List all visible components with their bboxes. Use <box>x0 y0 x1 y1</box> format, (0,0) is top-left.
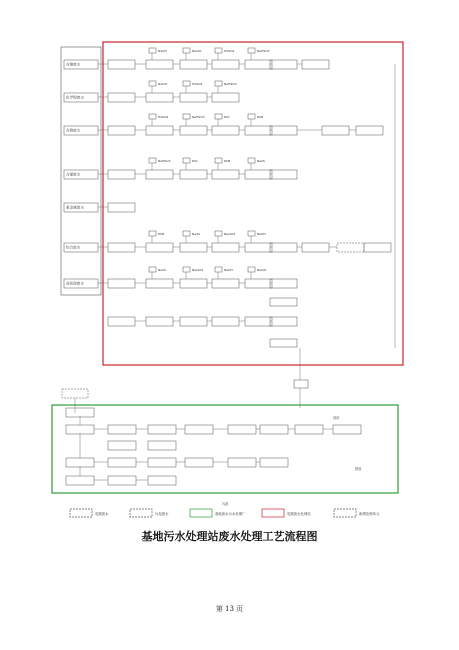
process-box <box>180 93 207 102</box>
process-box <box>66 476 94 485</box>
dosing-box <box>215 81 222 86</box>
dosing-box <box>149 231 156 236</box>
dosing-box <box>215 48 222 53</box>
dosing-box <box>248 231 255 236</box>
chem-label: NaOH <box>257 232 266 236</box>
process-box <box>108 203 135 212</box>
process-box <box>245 170 272 179</box>
misc-label: 污泥 <box>222 502 229 506</box>
process-box <box>245 126 272 135</box>
process-box <box>270 279 297 288</box>
legend-label: 基地废水污水处理厂 <box>215 512 246 516</box>
process-box <box>270 60 297 69</box>
process-box <box>337 243 364 252</box>
legend-label: 电镀废水处理站 <box>287 512 311 516</box>
process-box <box>356 126 383 135</box>
influent-column <box>61 47 101 295</box>
process-box <box>180 317 207 326</box>
process-box <box>148 476 176 485</box>
process-box <box>148 458 176 467</box>
process-box <box>212 317 239 326</box>
chem-label: H2SO4 <box>192 82 203 86</box>
process-box <box>295 425 323 434</box>
chem-label: PAC <box>192 159 198 163</box>
chem-label: PAM <box>158 232 165 236</box>
chem-label: H2SO4 <box>158 115 169 119</box>
chem-label: NaHSO3 <box>158 159 171 163</box>
dosing-box <box>183 81 190 86</box>
process-box <box>108 425 136 434</box>
legend-label: 电镀废水 <box>95 512 109 516</box>
process-box <box>228 425 256 434</box>
dosing-box <box>248 48 255 53</box>
process-box <box>212 279 239 288</box>
process-box <box>260 425 288 434</box>
chem-label: NaClO <box>158 82 168 86</box>
dosing-box <box>149 48 156 53</box>
process-box <box>180 279 207 288</box>
process-box <box>245 60 272 69</box>
process-box <box>146 279 173 288</box>
process-box <box>270 243 297 252</box>
page-number: 第 13 页 <box>215 605 244 613</box>
legend-swatch <box>334 509 356 517</box>
process-box <box>108 441 136 450</box>
process-box <box>108 243 135 252</box>
dosing-box <box>183 114 190 119</box>
chem-label: Na2S <box>257 159 265 163</box>
process-box <box>185 425 213 434</box>
process-box <box>212 126 239 135</box>
process-box <box>270 339 297 347</box>
process-box <box>108 317 135 326</box>
process-box <box>146 243 173 252</box>
chem-label: NaClO2 <box>224 232 236 236</box>
process-box <box>146 126 173 135</box>
process-box <box>294 380 308 388</box>
process-box <box>146 170 173 179</box>
influent-label: 含氰废水 <box>66 172 81 177</box>
process-box <box>270 298 297 306</box>
dosing-box <box>248 267 255 272</box>
chem-label: NaClO <box>257 268 267 272</box>
dosing-box <box>183 158 190 163</box>
chem-label: NaClO <box>192 49 202 53</box>
chem-label: NaHSO3 <box>224 82 237 86</box>
dosing-box <box>248 114 255 119</box>
dosing-box <box>183 231 190 236</box>
influent-label: 含镍废水 <box>66 62 81 67</box>
chem-label: NaClO2 <box>192 268 204 272</box>
process-box <box>180 60 207 69</box>
chem-label: H2SO4 <box>224 49 235 53</box>
legend-swatch <box>262 509 284 517</box>
process-box <box>108 458 136 467</box>
dosing-box <box>215 158 222 163</box>
process-box <box>212 243 239 252</box>
process-box <box>260 458 288 467</box>
process-box <box>108 93 135 102</box>
legend-swatch <box>190 509 212 517</box>
process-box <box>245 317 272 326</box>
influent-label: 重金属废水 <box>66 205 84 210</box>
process-box <box>212 93 239 102</box>
dosing-box <box>149 267 156 272</box>
legend-swatch <box>130 509 152 517</box>
misc-label: 排放 <box>355 467 362 471</box>
process-box <box>270 317 297 326</box>
process-box <box>146 93 173 102</box>
dosing-box <box>215 114 222 119</box>
process-box <box>322 126 349 135</box>
chem-label: NaHSO3 <box>192 115 205 119</box>
process-box <box>66 425 94 434</box>
process-box <box>245 243 272 252</box>
process-box <box>212 60 239 69</box>
influent-label: 前处理废水 <box>66 281 84 286</box>
process-box <box>148 425 176 434</box>
process-box <box>148 441 176 450</box>
process-box <box>245 279 272 288</box>
legend-label: 新增处理单元 <box>359 512 380 516</box>
dashed-box <box>62 389 88 398</box>
influent-label: 含铬废水 <box>66 128 81 133</box>
process-box <box>180 126 207 135</box>
dosing-box <box>149 81 156 86</box>
process-box <box>108 126 135 135</box>
dosing-box <box>215 231 222 236</box>
process-box <box>146 60 173 69</box>
chem-label: Na2S <box>158 268 166 272</box>
chem-label: PAC <box>224 115 230 119</box>
dosing-box <box>183 48 190 53</box>
chem-label: NaOH <box>224 268 233 272</box>
process-box <box>146 317 173 326</box>
chem-label: PAM <box>224 159 231 163</box>
misc-label: 回用 <box>333 416 340 420</box>
process-box <box>333 425 361 434</box>
process-box <box>364 243 391 252</box>
chem-label: Na2S <box>192 232 200 236</box>
legend-label: 污泥废水 <box>155 512 169 516</box>
process-box <box>180 170 207 179</box>
process-box <box>66 408 94 417</box>
process-box <box>180 243 207 252</box>
diagram-caption: 基地污水处理站废水处理工艺流程图 <box>141 530 318 543</box>
process-box <box>270 170 297 179</box>
chem-label: NaOH <box>158 49 167 53</box>
legend-swatch <box>70 509 92 517</box>
dosing-box <box>215 267 222 272</box>
red-region <box>103 42 403 365</box>
dosing-box <box>248 158 255 163</box>
process-box <box>228 458 256 467</box>
chem-label: PAM <box>257 115 264 119</box>
process-box <box>108 279 135 288</box>
process-box <box>108 60 135 69</box>
chem-label: NaHSO3 <box>257 49 270 53</box>
dosing-box <box>183 267 190 272</box>
process-box <box>108 170 135 179</box>
process-box <box>302 243 329 252</box>
process-box <box>185 458 213 467</box>
process-box <box>108 476 136 485</box>
process-box <box>270 126 297 135</box>
process-box <box>66 458 94 467</box>
dosing-box <box>149 114 156 119</box>
process-box <box>212 170 239 179</box>
influent-label: 化学镍废水 <box>66 95 84 100</box>
process-box <box>302 60 329 69</box>
influent-label: 综合废水 <box>66 245 81 250</box>
dosing-box <box>149 158 156 163</box>
